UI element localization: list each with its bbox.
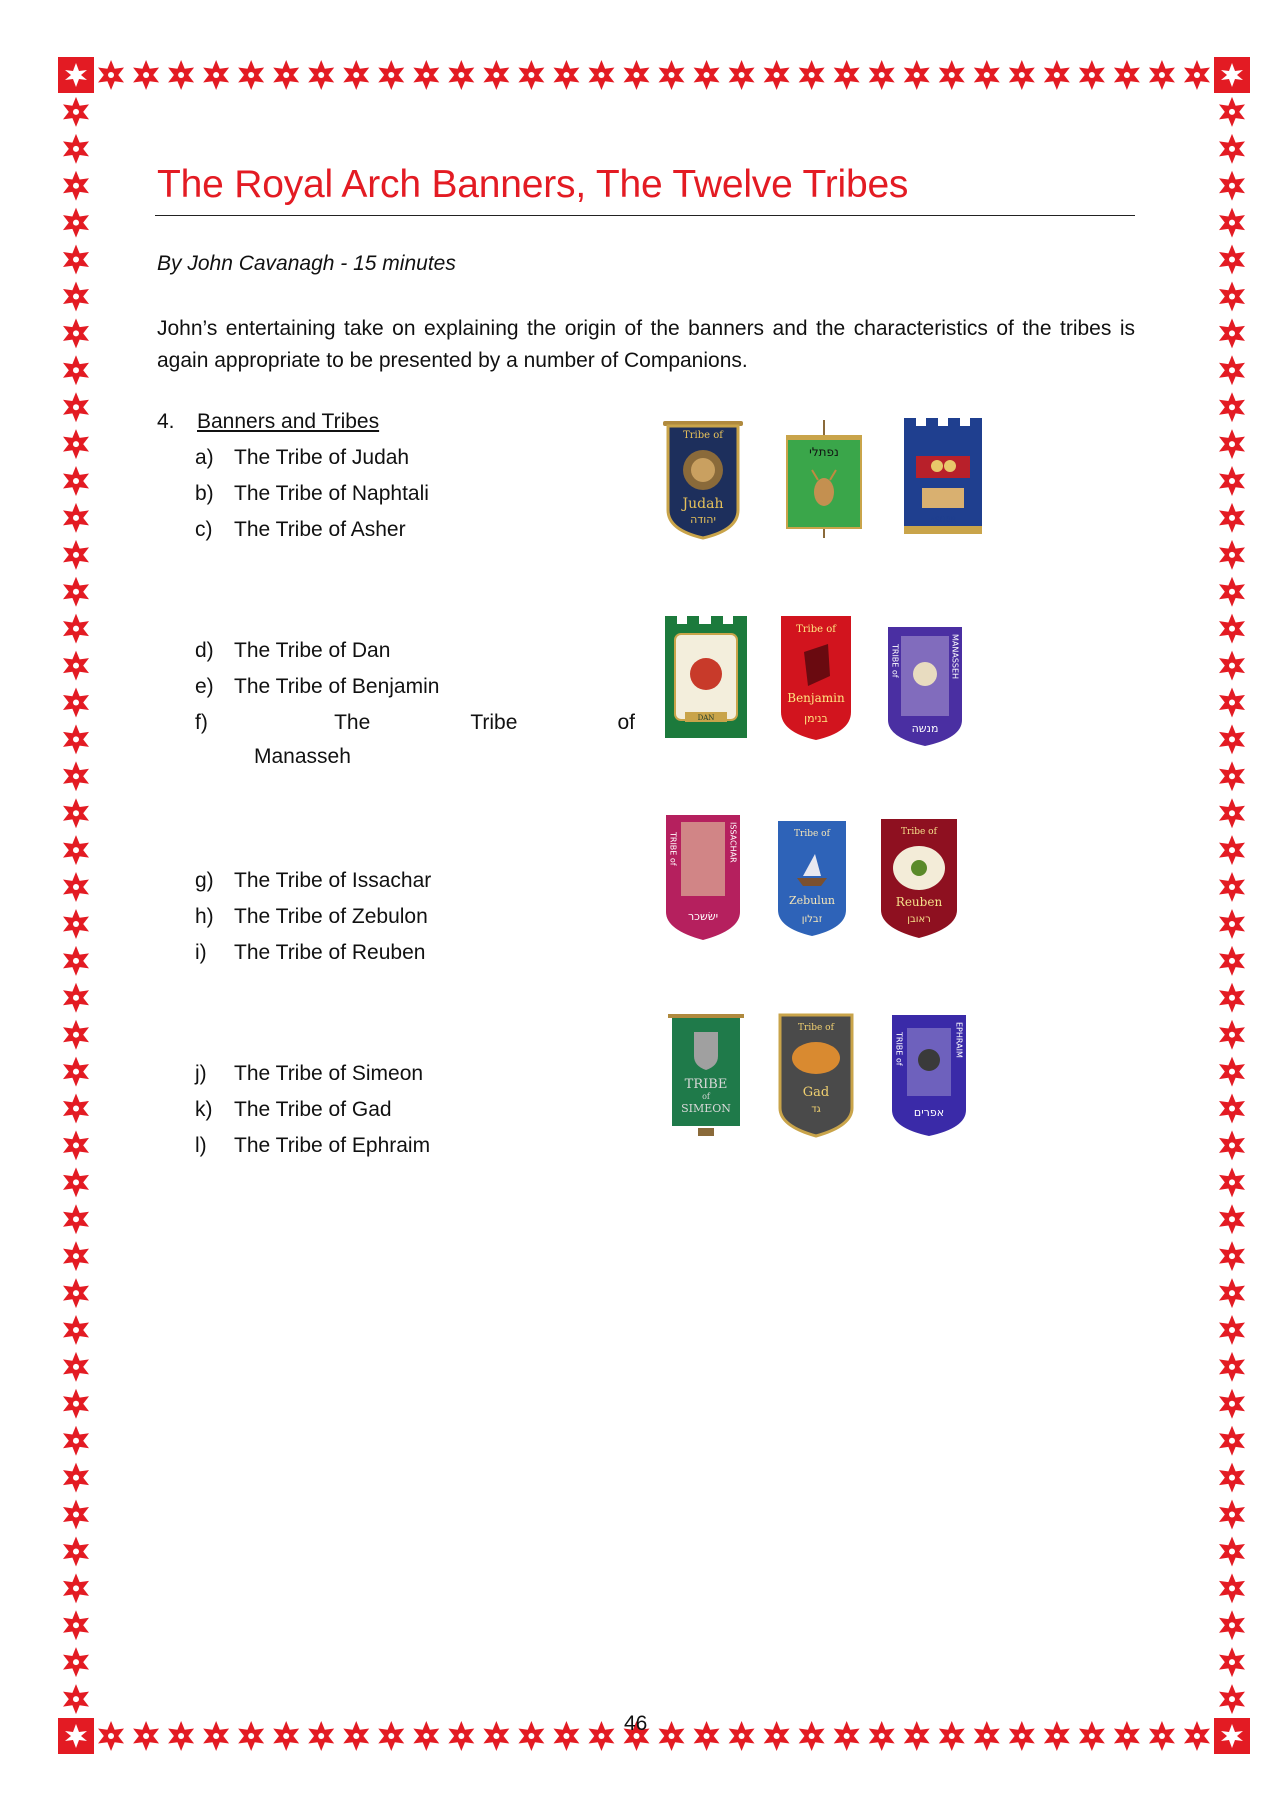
border-star bbox=[63, 835, 89, 865]
border-corner bbox=[1214, 1718, 1250, 1754]
border-star bbox=[1219, 245, 1245, 275]
border-star bbox=[553, 60, 579, 90]
list-letter: b) bbox=[195, 482, 214, 505]
list-item bbox=[195, 518, 406, 542]
border-star bbox=[63, 1278, 89, 1308]
border-star bbox=[1219, 134, 1245, 164]
list-letter: a) bbox=[195, 446, 214, 469]
banner-gad bbox=[776, 1012, 856, 1138]
border-star bbox=[63, 466, 89, 496]
list-item bbox=[195, 869, 431, 893]
border-star bbox=[1219, 281, 1245, 311]
border-star bbox=[939, 1721, 965, 1751]
border-star bbox=[1149, 1721, 1175, 1751]
list-item bbox=[195, 1134, 430, 1158]
border-star bbox=[63, 946, 89, 976]
border-star bbox=[63, 651, 89, 681]
banner-name: DAN bbox=[697, 714, 715, 722]
border-star bbox=[448, 60, 474, 90]
border-star bbox=[378, 1721, 404, 1751]
banner-simeon bbox=[668, 1012, 744, 1140]
border-corner bbox=[1214, 57, 1250, 93]
border-star bbox=[694, 1721, 720, 1751]
border-star bbox=[63, 1684, 89, 1714]
list-text: The Tribe of Benjamin bbox=[234, 675, 440, 698]
border-star bbox=[63, 429, 89, 459]
border-star bbox=[1219, 503, 1245, 533]
banner-top-text: Tribe of bbox=[683, 430, 723, 441]
border-star bbox=[1219, 208, 1245, 238]
border-star bbox=[1114, 1721, 1140, 1751]
banner-issachar bbox=[663, 812, 743, 942]
border-star bbox=[1219, 614, 1245, 644]
banner-side-right: ISSACHAR bbox=[728, 822, 738, 863]
border-star bbox=[1219, 318, 1245, 348]
border-star bbox=[1219, 983, 1245, 1013]
banner-benjamin bbox=[778, 614, 854, 742]
list-letter: l) bbox=[195, 1134, 207, 1157]
border-star bbox=[729, 60, 755, 90]
border-star bbox=[1219, 724, 1245, 754]
border-star bbox=[413, 60, 439, 90]
border-star bbox=[588, 60, 614, 90]
banner-name: Zebulun bbox=[789, 894, 835, 907]
border-star bbox=[63, 687, 89, 717]
border-star bbox=[63, 1352, 89, 1382]
banner-naphtali bbox=[784, 420, 864, 538]
border-star bbox=[63, 1094, 89, 1124]
list-word: The bbox=[334, 711, 371, 734]
border-star bbox=[378, 60, 404, 90]
border-star bbox=[1219, 909, 1245, 939]
border-star bbox=[63, 245, 89, 275]
border-star bbox=[1219, 1241, 1245, 1271]
border-star bbox=[623, 60, 649, 90]
border-star bbox=[1219, 1278, 1245, 1308]
border-star bbox=[1009, 60, 1035, 90]
border-star bbox=[1219, 1684, 1245, 1714]
border-star bbox=[238, 60, 264, 90]
border-star bbox=[1044, 60, 1070, 90]
border-corner bbox=[58, 1718, 94, 1754]
list-letter: i) bbox=[195, 941, 207, 964]
border-star bbox=[63, 208, 89, 238]
border-star bbox=[273, 1721, 299, 1751]
border-star bbox=[168, 60, 194, 90]
list-text: The Tribe of Issachar bbox=[234, 869, 432, 892]
border-star bbox=[1219, 97, 1245, 127]
list-text: The Tribe of Naphtali bbox=[234, 482, 429, 505]
list-item bbox=[195, 1062, 423, 1086]
border-star bbox=[1219, 1573, 1245, 1603]
border-star bbox=[1219, 1094, 1245, 1124]
border-star bbox=[273, 60, 299, 90]
border-star bbox=[1219, 1463, 1245, 1493]
list-item bbox=[195, 711, 635, 769]
border-star bbox=[904, 60, 930, 90]
border-star bbox=[869, 1721, 895, 1751]
border-star bbox=[448, 1721, 474, 1751]
border-star bbox=[63, 392, 89, 422]
list-text: The Tribe of Ephraim bbox=[234, 1134, 431, 1157]
border-star bbox=[1219, 872, 1245, 902]
border-star bbox=[1219, 946, 1245, 976]
banner-hebrew: נפתלי bbox=[809, 445, 839, 459]
border-star bbox=[974, 60, 1000, 90]
banner-name: ASHER bbox=[929, 516, 957, 524]
border-star bbox=[1219, 1536, 1245, 1566]
border-star bbox=[483, 1721, 509, 1751]
banner-side-left: TRIBE of bbox=[894, 1032, 904, 1066]
border-star bbox=[63, 798, 89, 828]
border-star bbox=[63, 134, 89, 164]
border-star bbox=[98, 60, 124, 90]
banner-name: Reuben bbox=[895, 895, 943, 909]
banner-line2: of bbox=[702, 1092, 710, 1101]
list-text: The Tribe of Reuben bbox=[234, 941, 426, 964]
border-star bbox=[904, 1721, 930, 1751]
section-heading-text: Banners and Tribes bbox=[197, 410, 380, 433]
border-star bbox=[63, 1130, 89, 1160]
banner-top-text: Tribe of bbox=[794, 829, 830, 839]
list-text: The Tribe of Zebulon bbox=[234, 905, 428, 928]
border-star bbox=[63, 872, 89, 902]
byline: By John Cavanagh - 15 minutes bbox=[157, 252, 456, 275]
banner-hebrew: יהודה bbox=[690, 513, 716, 526]
list-text: The Tribe of Simeon bbox=[234, 1062, 424, 1085]
banner-hebrew: מנשה bbox=[911, 722, 939, 735]
banner-hebrew: אפרים bbox=[913, 1106, 945, 1119]
list-text: The Tribe of Gad bbox=[234, 1098, 392, 1121]
border-star bbox=[1219, 540, 1245, 570]
border-star bbox=[1044, 1721, 1070, 1751]
border-star bbox=[764, 1721, 790, 1751]
border-star bbox=[63, 1057, 89, 1087]
border-star bbox=[1219, 1352, 1245, 1382]
border-star bbox=[1219, 1610, 1245, 1640]
border-star bbox=[1219, 1057, 1245, 1087]
banner-line3: SIMEON bbox=[681, 1102, 731, 1115]
border-star bbox=[343, 60, 369, 90]
banner-top-text: Tribe of bbox=[901, 827, 937, 837]
border-star bbox=[308, 1721, 334, 1751]
border-star bbox=[1009, 1721, 1035, 1751]
border-star bbox=[63, 281, 89, 311]
border-star bbox=[483, 60, 509, 90]
border-star bbox=[63, 724, 89, 754]
section-heading bbox=[157, 410, 379, 434]
banner-dan bbox=[663, 612, 749, 742]
banner-reuben bbox=[877, 816, 961, 940]
border-star bbox=[1219, 761, 1245, 791]
border-star bbox=[63, 97, 89, 127]
banner-manasseh bbox=[885, 624, 965, 748]
border-star bbox=[343, 1721, 369, 1751]
list-text: The Tribe of Judah bbox=[234, 446, 410, 469]
border-star bbox=[694, 60, 720, 90]
list-text: The Tribe of Dan bbox=[234, 639, 391, 662]
border-star bbox=[659, 1721, 685, 1751]
list-letter: k) bbox=[195, 1098, 213, 1121]
banner-top-text: Tribe of bbox=[796, 624, 836, 635]
list-item bbox=[195, 905, 428, 929]
banner-line1: TRIBE bbox=[684, 1077, 728, 1092]
border-star bbox=[1219, 429, 1245, 459]
border-star bbox=[1149, 60, 1175, 90]
border-star bbox=[63, 761, 89, 791]
border-star bbox=[413, 1721, 439, 1751]
list-item bbox=[195, 1098, 392, 1122]
banner-hebrew: ישׂשכר bbox=[687, 910, 719, 923]
banner-zebulun bbox=[775, 818, 849, 938]
border-star bbox=[63, 1020, 89, 1050]
border-star bbox=[1219, 171, 1245, 201]
border-star bbox=[63, 1204, 89, 1234]
border-star bbox=[63, 355, 89, 385]
border-star bbox=[63, 1610, 89, 1640]
border-star bbox=[799, 1721, 825, 1751]
border-star bbox=[1219, 1500, 1245, 1530]
border-star bbox=[63, 318, 89, 348]
list-item bbox=[195, 941, 425, 965]
border-star bbox=[63, 983, 89, 1013]
border-star bbox=[63, 503, 89, 533]
list-letter: c) bbox=[195, 518, 213, 541]
border-star bbox=[729, 1721, 755, 1751]
list-letter: g) bbox=[195, 869, 214, 892]
border-star bbox=[974, 1721, 1000, 1751]
border-star bbox=[659, 60, 685, 90]
banner-name: Gad bbox=[802, 1085, 830, 1100]
border-star bbox=[553, 1721, 579, 1751]
border-star bbox=[63, 540, 89, 570]
list-letter: j) bbox=[195, 1062, 207, 1085]
border-star bbox=[799, 60, 825, 90]
border-star bbox=[1219, 798, 1245, 828]
border-star bbox=[133, 1721, 159, 1751]
border-star bbox=[63, 171, 89, 201]
banner-name: Benjamin bbox=[787, 691, 845, 705]
page-title: The Royal Arch Banners, The Twelve Tribes bbox=[157, 163, 909, 206]
border-star bbox=[203, 60, 229, 90]
list-item bbox=[195, 482, 429, 506]
section-number: 4. bbox=[157, 410, 175, 433]
border-star bbox=[63, 1647, 89, 1677]
banner-hebrew: ראובן bbox=[907, 914, 931, 925]
banner-side-left: TRIBE of bbox=[668, 832, 678, 866]
list-letter: e) bbox=[195, 675, 214, 698]
border-star bbox=[518, 60, 544, 90]
banner-hebrew: זבלון bbox=[801, 914, 823, 925]
border-star bbox=[939, 60, 965, 90]
border-star bbox=[1219, 1167, 1245, 1197]
list-letter: h) bbox=[195, 905, 214, 928]
banner-ephraim bbox=[889, 1012, 969, 1138]
border-star bbox=[588, 1721, 614, 1751]
list-word: of bbox=[617, 711, 635, 734]
border-star bbox=[238, 1721, 264, 1751]
border-star bbox=[1219, 466, 1245, 496]
border-star bbox=[63, 614, 89, 644]
border-star bbox=[834, 1721, 860, 1751]
banner-hebrew: גד bbox=[811, 1104, 821, 1115]
page-number: 46 bbox=[624, 1712, 648, 1735]
border-star bbox=[518, 1721, 544, 1751]
border-star bbox=[63, 1536, 89, 1566]
border-star bbox=[63, 1315, 89, 1345]
list-item bbox=[195, 446, 409, 470]
banner-asher bbox=[902, 414, 984, 539]
list-text: The Tribe of Asher bbox=[234, 518, 406, 541]
border-star bbox=[869, 60, 895, 90]
list-text-continuation: Manasseh bbox=[254, 745, 351, 768]
border-star bbox=[1219, 577, 1245, 607]
border-star bbox=[63, 1573, 89, 1603]
border-star bbox=[1219, 1130, 1245, 1160]
border-star bbox=[133, 60, 159, 90]
border-star bbox=[1219, 835, 1245, 865]
list-letter: f) bbox=[195, 711, 208, 734]
border-star bbox=[1184, 60, 1210, 90]
border-corner bbox=[58, 57, 94, 93]
border-star bbox=[63, 1500, 89, 1530]
border-star bbox=[1219, 651, 1245, 681]
border-star bbox=[1219, 1204, 1245, 1234]
list-item bbox=[195, 675, 439, 699]
border-star bbox=[1219, 1315, 1245, 1345]
border-star bbox=[1219, 1020, 1245, 1050]
border-star bbox=[1219, 687, 1245, 717]
border-star bbox=[1219, 1647, 1245, 1677]
title-rule bbox=[155, 215, 1135, 216]
border-star bbox=[1219, 355, 1245, 385]
banner-hebrew: בנימן bbox=[804, 712, 828, 725]
border-star bbox=[203, 1721, 229, 1751]
border-star bbox=[1079, 60, 1105, 90]
border-star bbox=[1219, 1389, 1245, 1419]
border-star bbox=[63, 577, 89, 607]
border-star bbox=[63, 909, 89, 939]
banner-top-text: Tribe of bbox=[798, 1023, 834, 1033]
list-item bbox=[195, 639, 390, 663]
border-star bbox=[764, 60, 790, 90]
banner-side-right: EPHRAIM bbox=[954, 1022, 964, 1058]
border-star bbox=[98, 1721, 124, 1751]
border-star bbox=[1219, 1426, 1245, 1456]
border-star bbox=[63, 1463, 89, 1493]
border-star bbox=[1079, 1721, 1105, 1751]
border-star bbox=[63, 1241, 89, 1271]
intro-paragraph: John’s entertaining take on explaining the origin of the banners and the characteristics of the tribes is again appropriate to be presented by a number of Companions. bbox=[157, 317, 1135, 372]
list-letter: d) bbox=[195, 639, 214, 662]
list-word: Tribe bbox=[470, 711, 518, 734]
banner-judah bbox=[663, 418, 743, 540]
border-star bbox=[834, 60, 860, 90]
border-star bbox=[1219, 392, 1245, 422]
banner-side-left: TRIBE of bbox=[890, 644, 900, 678]
border-star bbox=[63, 1167, 89, 1197]
border-star bbox=[308, 60, 334, 90]
banner-side-right: MANASSEH bbox=[950, 634, 960, 680]
border-star bbox=[63, 1426, 89, 1456]
border-star bbox=[1114, 60, 1140, 90]
border-star bbox=[1184, 1721, 1210, 1751]
banner-name: Judah bbox=[682, 496, 724, 512]
border-star bbox=[168, 1721, 194, 1751]
border-star bbox=[63, 1389, 89, 1419]
